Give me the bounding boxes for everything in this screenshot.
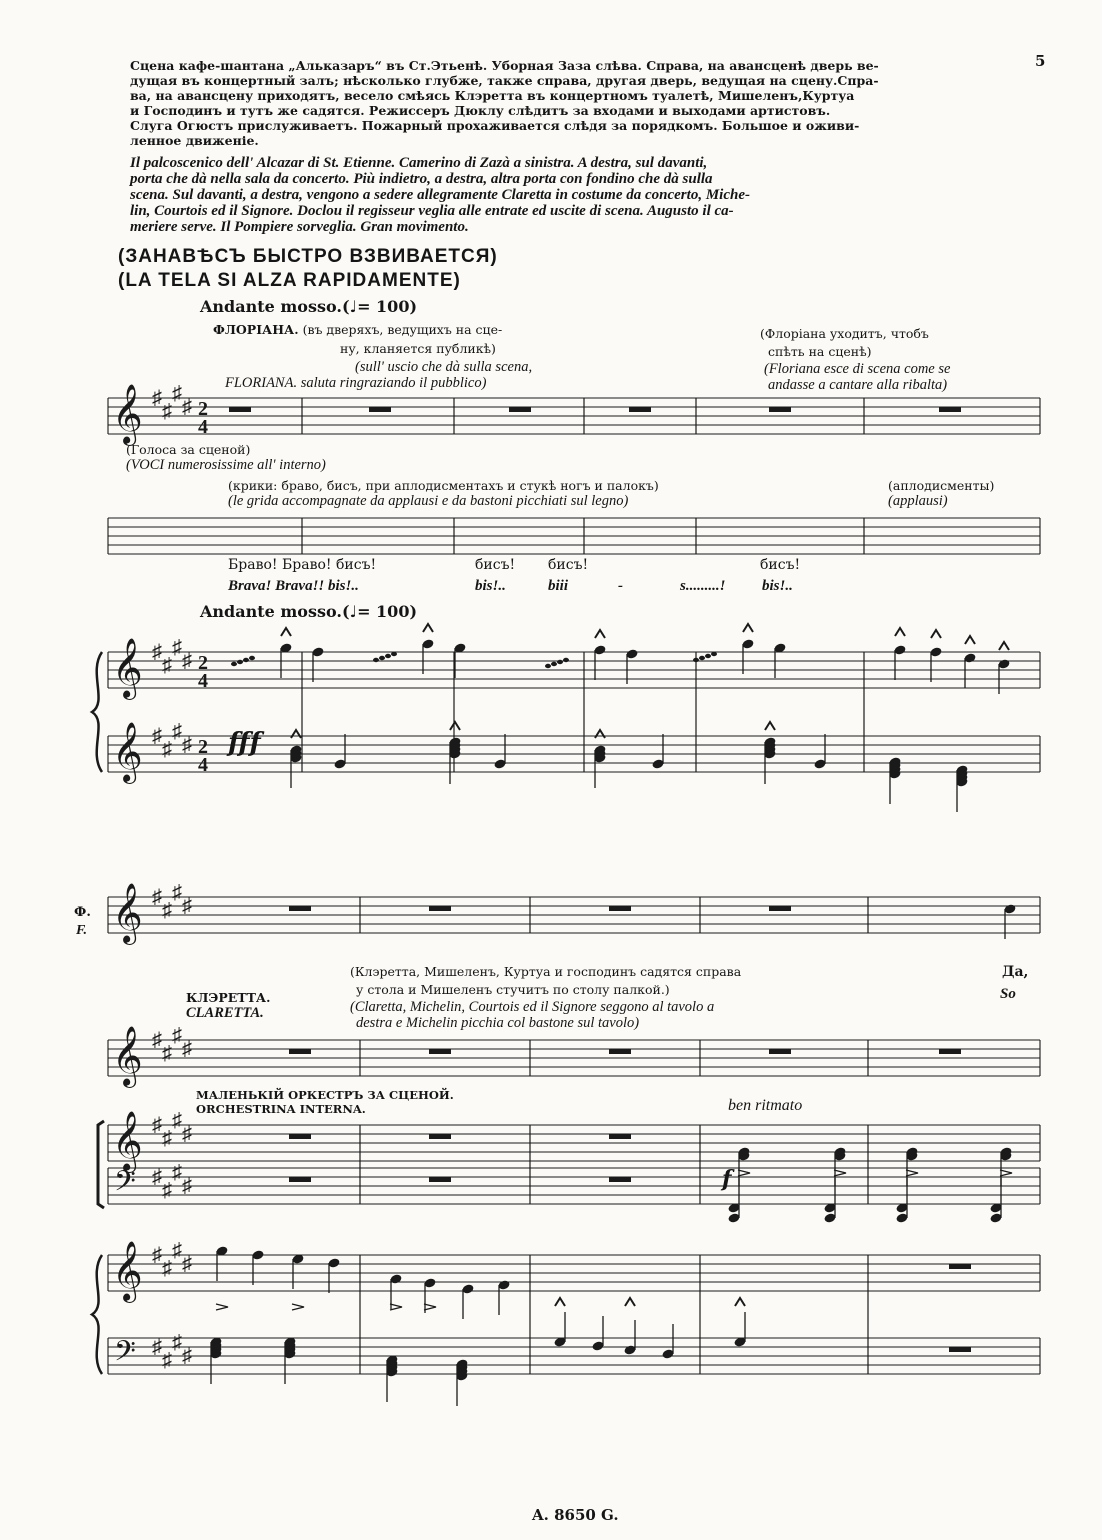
sharp-icon: ♯ <box>162 899 172 922</box>
ensemble-bracket <box>98 1121 104 1208</box>
sharp-icon: ♯ <box>152 1336 162 1358</box>
marcato-accent <box>450 722 460 730</box>
grace-note-head <box>705 654 711 658</box>
sharp-icon: ♯ <box>152 1114 162 1136</box>
whole-rest <box>289 1134 311 1139</box>
staff-piano-left <box>108 736 1040 772</box>
lyric-it: bis!.. <box>762 578 793 594</box>
claretta-direction-ru-2: у стола и Мишеленъ стучитъ по столу палкой.) <box>356 982 670 997</box>
sharp-icon: ♯ <box>182 396 192 418</box>
sharp-icon: ♯ <box>162 1042 172 1065</box>
marcato-accent <box>291 730 301 738</box>
lyric-it: Brava! Brava!! bis!.. <box>228 578 359 594</box>
claretta-name-ru: КЛЭРЕТТА. <box>186 990 271 1005</box>
whole-rest <box>769 407 791 412</box>
accent-mark <box>1000 1170 1012 1176</box>
applause-it: (applausi) <box>888 493 948 509</box>
marcato-accent <box>965 636 975 644</box>
grace-note-head <box>379 656 385 660</box>
dynamic-f: f <box>722 1166 732 1192</box>
grace-note-head <box>693 658 699 662</box>
accent-mark <box>834 1170 846 1176</box>
time-signature-top: 2 <box>198 398 208 420</box>
whole-rest <box>769 906 791 911</box>
treble-clef-icon: 𝄞 <box>112 640 143 697</box>
sharp-icon: ♯ <box>152 1244 162 1266</box>
stage-direction-ru-line: Сцена кафе-шантана „Альказаръ“ въ Ст.Этьенѣ. Уборная Заза слѣва. Справа, на авансценѣ дверь ве- <box>130 58 879 73</box>
floriana-name-it: FLORIANA. <box>225 375 298 391</box>
whole-rest <box>289 1049 311 1054</box>
dynamic-fff: fff <box>228 728 261 758</box>
sharp-icon: ♯ <box>162 1257 172 1280</box>
piano-brace <box>92 1255 102 1374</box>
floriana-exit-ru-2: спѣть на сценѣ) <box>768 344 872 359</box>
sharp-icon: ♯ <box>172 1024 182 1047</box>
staff-voices <box>108 518 1040 554</box>
treble-clef-icon: 𝄞 <box>112 724 143 781</box>
grace-note-head <box>249 656 255 660</box>
orchestrina-label-it: ORCHESTRINA INTERNA. <box>196 1102 366 1116</box>
staff-piano-right-2 <box>108 1255 1040 1291</box>
sharp-icon: ♯ <box>182 895 192 917</box>
shouts-ru: (крики: браво, бисъ, при аплодисментахъ и стукѣ ногъ и палокъ) <box>228 478 659 493</box>
applause-ru: (аплодисменты) <box>888 478 995 493</box>
stage-direction-it-line: lin, Courtois ed il Signore. Doclou il regisseur veglia alle entrate ed uscite di scena. Augusto il ca- <box>130 203 734 219</box>
lyric-so: So <box>1000 986 1016 1002</box>
sharp-icon: ♯ <box>172 1331 182 1354</box>
bass-clef-icon: 𝄢 <box>114 1167 136 1204</box>
accent-mark <box>292 1304 304 1310</box>
whole-rest <box>429 1049 451 1054</box>
sharp-icon: ♯ <box>182 1175 192 1197</box>
stage-direction-ru-line: ва, на авансцену приходятъ, весело смѣясь Клэретта въ концертномъ туалетѣ, Мишеленъ,Куртуа <box>130 88 855 103</box>
accent-mark <box>906 1170 918 1176</box>
whole-rest <box>229 407 251 412</box>
grace-note-head <box>237 660 243 664</box>
lyric-ru: бисъ! <box>760 557 801 573</box>
floriana-abbrev-it: F. <box>76 923 88 938</box>
staff-orchestrina-bass <box>108 1168 1040 1204</box>
lyric-ru: Браво! Браво! бисъ! <box>228 557 377 573</box>
whole-rest <box>429 906 451 911</box>
stage-direction-ru-line: ленное движеніе. <box>130 133 259 148</box>
floriana-exit-it-1: (Floriana esce di scena come se <box>764 361 951 377</box>
claretta-direction-it-1: (Claretta, Michelin, Courtois ed il Signore seggono al tavolo a <box>350 999 715 1015</box>
sharp-icon: ♯ <box>182 734 192 756</box>
stage-direction-it-line: porta che dà nella sala da concerto. Più indietro, a destra, altra porta con fondino che dà sulla <box>130 171 713 187</box>
sharp-icon: ♯ <box>172 720 182 743</box>
voices-label-ru: (Голоса за сценой) <box>126 442 251 457</box>
grace-note-head <box>373 658 379 662</box>
shouts-it: (le grida accompagnate da applausi e da bastoni picchiati sul legno) <box>228 493 629 509</box>
marcato-accent <box>743 624 753 632</box>
sharp-icon: ♯ <box>172 881 182 904</box>
lyric-it: biii <box>548 578 569 594</box>
whole-rest <box>429 1177 451 1182</box>
time-signature-bottom: 4 <box>198 670 208 692</box>
whole-rest <box>369 407 391 412</box>
time-signature-top: 2 <box>198 652 208 674</box>
sharp-icon: ♯ <box>152 1029 162 1051</box>
grace-note-head <box>391 652 397 656</box>
metronome-mark: (♩= 100) <box>341 602 418 621</box>
treble-clef-icon: 𝄞 <box>112 1243 143 1300</box>
sharp-icon: ♯ <box>152 387 162 409</box>
stage-direction-it-line: scena. Sul davanti, a destra, vengono a sedere allegramente Claretta in costume da concerto, Miche- <box>130 187 750 203</box>
lyric-ru: бисъ! <box>475 557 516 573</box>
lyric-it: - <box>618 578 623 594</box>
treble-clef-icon: 𝄞 <box>112 386 143 443</box>
grace-note-head <box>545 664 551 668</box>
floriana-name-ru: ФЛОРІАНА. <box>213 322 299 337</box>
marcato-accent <box>735 1298 745 1306</box>
whole-rest <box>949 1264 971 1269</box>
accent-mark <box>390 1304 402 1310</box>
whole-rest <box>629 407 651 412</box>
sharp-icon: ♯ <box>182 1253 192 1275</box>
whole-rest <box>769 1049 791 1054</box>
claretta-direction-it-2: destra e Michelin picchia col bastone sul tavolo) <box>356 1015 640 1031</box>
sharp-icon: ♯ <box>162 400 172 423</box>
sharp-icon: ♯ <box>162 1179 172 1202</box>
grace-note-head <box>243 658 249 662</box>
floriana-direction-ru-1: (въ дверяхъ, ведущихъ на сце- <box>302 322 503 337</box>
marcato-accent <box>765 722 775 730</box>
staff-floriana <box>108 398 1040 434</box>
sharp-icon: ♯ <box>172 1161 182 1184</box>
plate-number: A. 8650 G. <box>532 1506 619 1524</box>
staff-floriana-2 <box>108 897 1040 933</box>
curtain-direction-ru: (ЗАНАВѢСЪ БЫСТРО ВЗВИВАЕТСЯ) <box>118 246 498 267</box>
ben-ritmato-marking: ben ritmato <box>728 1097 803 1114</box>
marcato-accent <box>931 630 941 638</box>
orchestrina-label-ru: МАЛЕНЬКІЙ ОРКЕСТРЪ ЗА СЦЕНОЙ. <box>196 1088 454 1102</box>
floriana-direction-it-2: saluta ringraziando il pubblico) <box>300 375 487 391</box>
sharp-icon: ♯ <box>152 886 162 908</box>
stage-direction-it-line: Il palcoscenico dell' Alcazar di St. Etienne. Camerino di Zazà a sinistra. A destra, sul davanti, <box>130 155 708 171</box>
whole-rest <box>949 1347 971 1352</box>
grace-note-head <box>711 652 717 656</box>
grace-note-head <box>699 656 705 660</box>
treble-clef-icon: 𝄞 <box>112 885 143 942</box>
lyric-it: bis!.. <box>475 578 506 594</box>
stage-direction-ru-line: Слуга Огюстъ прислуживаетъ. Пожарный прохаживается слѣдя за порядкомъ. Большое и оживи- <box>130 118 860 133</box>
whole-rest <box>609 1049 631 1054</box>
accent-mark <box>216 1304 228 1310</box>
whole-rest <box>609 1177 631 1182</box>
staff-piano-right <box>108 652 1040 688</box>
sharp-icon: ♯ <box>172 1239 182 1262</box>
sharp-icon: ♯ <box>162 654 172 677</box>
marcato-accent <box>423 624 433 632</box>
grace-note-head <box>551 662 557 666</box>
time-signature-bottom: 4 <box>198 416 208 438</box>
tempo-text: Andante mosso. <box>200 602 342 621</box>
floriana-abbrev-ru: Ф. <box>74 905 91 920</box>
marcato-accent <box>895 628 905 636</box>
lyric-it: s.........! <box>680 578 726 594</box>
sharp-icon: ♯ <box>172 382 182 405</box>
whole-rest <box>429 1134 451 1139</box>
grace-note-head <box>231 662 237 666</box>
piano-brace <box>92 652 102 772</box>
floriana-direction-ru-2: ну, кланяется публикѣ) <box>340 341 496 356</box>
stage-direction-ru-line: дущая въ концертный залъ; нѣсколько глубже, также справа, другая дверь, ведущая на сцену.Спра- <box>130 73 879 88</box>
whole-rest <box>509 407 531 412</box>
grace-note-head <box>385 654 391 658</box>
claretta-name-it: CLARETTA. <box>186 1005 264 1021</box>
floriana-direction-it-1: (sull' uscio che dà sulla scena, <box>355 359 533 375</box>
whole-rest <box>939 1049 961 1054</box>
marcato-accent <box>999 642 1009 650</box>
sharp-icon: ♯ <box>152 1166 162 1188</box>
sharp-icon: ♯ <box>162 738 172 761</box>
grace-note-head <box>563 658 569 662</box>
sharp-icon: ♯ <box>152 725 162 747</box>
floriana-exit-it-2: andasse a cantare alla ribalta) <box>768 377 948 393</box>
lyric-da: Да, <box>1002 964 1029 980</box>
treble-clef-icon: 𝄞 <box>112 1113 143 1170</box>
sharp-icon: ♯ <box>162 1127 172 1150</box>
claretta-direction-ru-1: (Клэретта, Мишеленъ, Куртуа и господинъ садятся справа <box>350 964 742 979</box>
stage-direction-it-line: meriere serve. Il Pompiere sorveglia. Gran movimento. <box>130 219 469 235</box>
voices-label-it: (VOCI numerosissime all' interno) <box>126 457 326 473</box>
marcato-accent <box>281 628 291 636</box>
curtain-direction-it: (LA TELA SI ALZA RAPIDAMENTE) <box>118 270 461 291</box>
whole-rest <box>609 906 631 911</box>
sharp-icon: ♯ <box>182 1345 192 1367</box>
whole-rest <box>609 1134 631 1139</box>
marcato-accent <box>625 1298 635 1306</box>
sharp-icon: ♯ <box>182 1123 192 1145</box>
staff-orchestrina-treble <box>108 1125 1040 1161</box>
time-signature-top: 2 <box>198 736 208 758</box>
whole-rest <box>939 407 961 412</box>
sharp-icon: ♯ <box>172 1109 182 1132</box>
lyric-ru: бисъ! <box>548 557 589 573</box>
marcato-accent <box>555 1298 565 1306</box>
whole-rest <box>289 1177 311 1182</box>
bass-clef-icon: 𝄢 <box>114 1337 136 1374</box>
marcato-accent <box>595 630 605 638</box>
grace-note-head <box>557 660 563 664</box>
marcato-accent <box>595 730 605 738</box>
sharp-icon: ♯ <box>152 641 162 663</box>
accent-mark <box>738 1170 750 1176</box>
sharp-icon: ♯ <box>172 636 182 659</box>
tempo-text: Andante mosso. <box>200 297 342 316</box>
page-number: 5 <box>1035 52 1046 70</box>
accent-mark <box>424 1304 436 1310</box>
stage-direction-ru-line: и Господинъ и тутъ же садятся. Режиссеръ Дюклу слѣдитъ за входами и выходами артистовъ. <box>130 103 831 118</box>
metronome-mark: (♩= 100) <box>341 297 418 316</box>
sharp-icon: ♯ <box>182 1038 192 1060</box>
whole-rest <box>289 906 311 911</box>
sharp-icon: ♯ <box>162 1349 172 1372</box>
staff-claretta <box>108 1040 1040 1076</box>
floriana-exit-ru-1: (Флоріана уходитъ, чтобъ <box>760 326 929 341</box>
sharp-icon: ♯ <box>182 650 192 672</box>
treble-clef-icon: 𝄞 <box>112 1028 143 1085</box>
time-signature-bottom: 4 <box>198 754 208 776</box>
staff-piano-left-2 <box>108 1338 1040 1374</box>
